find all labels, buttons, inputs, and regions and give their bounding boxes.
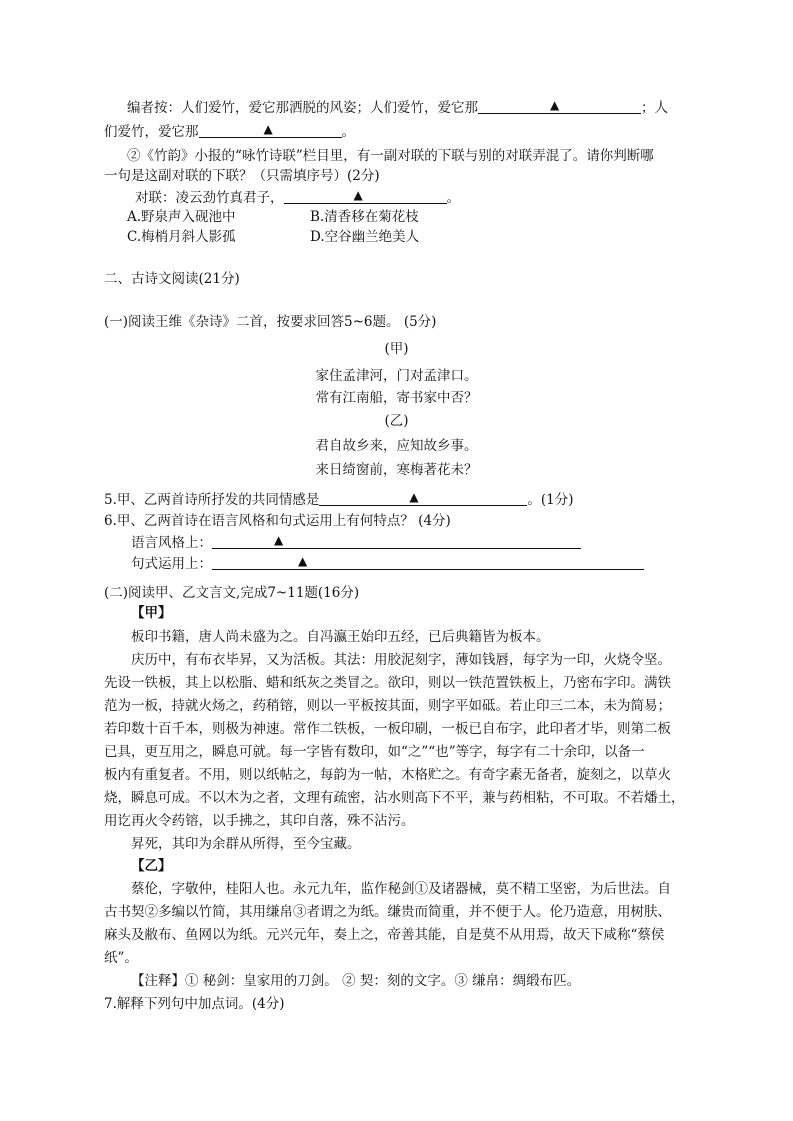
option-c: C.梅梢月斜人影孤: [127, 229, 236, 245]
passage-jia-line: 若印数十百千本，则极为神速。常作二铁板，一板印刷，一板已自布字，此印者才毕，则第二板: [104, 721, 671, 737]
passage-jia-line: 范为一板，持就火炀之，药稍镕，则以一平板按其面，则字平如砥。若止印三二本，未为简易；: [104, 698, 671, 714]
option-d: D.空谷幽兰绝美人: [310, 229, 420, 245]
question-6: 6.甲、乙两首诗在语言风格和句式运用上有何特点？ (4分): [104, 513, 451, 529]
passage-jia-line: 庆历中，有布衣毕昇，又为活板。其法：用胶泥刻字，薄如钱唇，每字为一印，火烧令坚。: [131, 652, 671, 668]
editor-note-line1: 编者按：人们爱竹，爱它那洒脱的风姿；人们爱竹，爱它那 ▲ ；人: [127, 98, 668, 116]
passage-jia-line: 板内有重复者。不用，则以纸帖之，每韵为一帖，木格贮之。有奇字素无备者，旋刻之，以草火: [104, 767, 671, 783]
passage-jia-line: 已具，更互用之，瞬息可就。每一字皆有数印，如“之”“也”等字，每字有二十余印，以备一: [104, 744, 645, 760]
section-2-heading: 二、古诗文阅读(21分): [104, 271, 240, 287]
answer-blank[interactable]: [319, 491, 527, 506]
triangle-marker: ▲: [263, 122, 273, 136]
triangle-marker: ▲: [274, 533, 284, 547]
passage-jia-line: 用讫再火令药镕，以手拂之，其印自落，殊不沾污。: [104, 813, 415, 829]
triangle-marker: ▲: [409, 490, 419, 504]
answer-blank[interactable]: [212, 555, 644, 570]
part2-intro: (二)阅读甲、乙文言文,完成7~11题(16分): [104, 585, 360, 601]
poem-jia-line: 家住孟津河，门对孟津口。: [315, 368, 478, 384]
answer-blank[interactable]: [284, 189, 447, 204]
editor-note-prefix: 编者按：人们爱竹，爱它那洒脱的风姿；人们爱竹，爱它那: [127, 100, 478, 116]
poem-jia-line: 常有江南船，寄书家中否？: [315, 390, 478, 406]
part1-intro: (一)阅读王维《杂诗》二首，按要求回答5~6题。 (5分): [104, 314, 437, 330]
couplet-line: 对联：凌云劲竹真君子， ▲ 。: [135, 188, 460, 206]
passage-yi-line: 蔡伦，字敬仲，桂阳人也。永元九年，监作秘剑①及诸器械，莫不精工坚密，为后世法。自: [131, 881, 671, 897]
passage-yi-label: 【乙】: [131, 858, 172, 874]
passage-jia-line: 板印书籍，唐人尚未盛为之。自冯瀛王始印五经，已后典籍皆为板本。: [131, 629, 550, 645]
passage-jia-label: 【甲】: [131, 605, 172, 621]
question-4-2-line1: ②《竹韵》小报的“咏竹诗联”栏目里，有一副对联的下联与别的对联弄混了。请你判断哪: [127, 148, 654, 164]
question-7: 7.解释下列句中加点词。(4分): [104, 996, 285, 1012]
passage-jia-line: 烧，瞬息可成。不以木为之者，文理有疏密，沾水则高下不平，兼与药相粘，不可取。不若燔土，: [104, 790, 685, 806]
poem-jia-label: (甲): [384, 341, 409, 357]
annotation-notes: 【注释】① 秘剑：皇家用的刀剑。 ② 契：刻的文字。③ 缣帛：绸缎布匹。: [131, 973, 581, 989]
editor-note-line2: 们爱竹，爱它那 ▲ 。: [104, 122, 355, 140]
question-6-style-line: 语言风格上： ▲: [131, 534, 581, 552]
triangle-marker: ▲: [353, 188, 363, 202]
answer-blank[interactable]: [478, 99, 641, 114]
poem-yi-label: (乙): [384, 413, 409, 429]
poem-yi-line: 君自故乡来，应知故乡事。: [315, 438, 478, 454]
passage-yi-line: 古书契②多编以竹简，其用缣帛③者谓之为纸。缣贵而简重，并不便于人。伦乃造意，用树肤、: [104, 904, 671, 920]
passage-yi-line: 麻头及敝布、鱼网以为纸。元兴元年，奏上之，帝善其能，自是莫不从用焉，故天下咸称“蔡侯: [104, 927, 665, 943]
passage-jia-line: 先设一铁板，其上以松脂、蜡和纸灰之类冒之。欲印，则以一铁范置铁板上，乃密布字印。满铁: [104, 675, 671, 691]
answer-blank[interactable]: [199, 123, 342, 138]
passage-yi-line: 纸”。: [104, 950, 138, 966]
question-6-syntax-line: 句式运用上： ▲: [131, 555, 644, 573]
passage-jia-line: 昇死，其印为余群从所得，至今宝藏。: [131, 836, 361, 852]
triangle-marker: ▲: [298, 554, 308, 568]
option-b: B.清香移在菊花枝: [310, 209, 419, 225]
question-4-2-line2: 一句是这副对联的下联？（只需填序号）(2分): [104, 168, 380, 184]
question-5: 5.甲、乙两首诗所抒发的共同情感是 ▲ 。(1分): [104, 490, 574, 508]
option-a: A.野泉声入砚池中: [127, 209, 236, 225]
poem-yi-line: 来日绮窗前，寒梅著花未？: [315, 462, 478, 478]
answer-blank[interactable]: [212, 534, 581, 549]
triangle-marker: ▲: [550, 98, 560, 112]
